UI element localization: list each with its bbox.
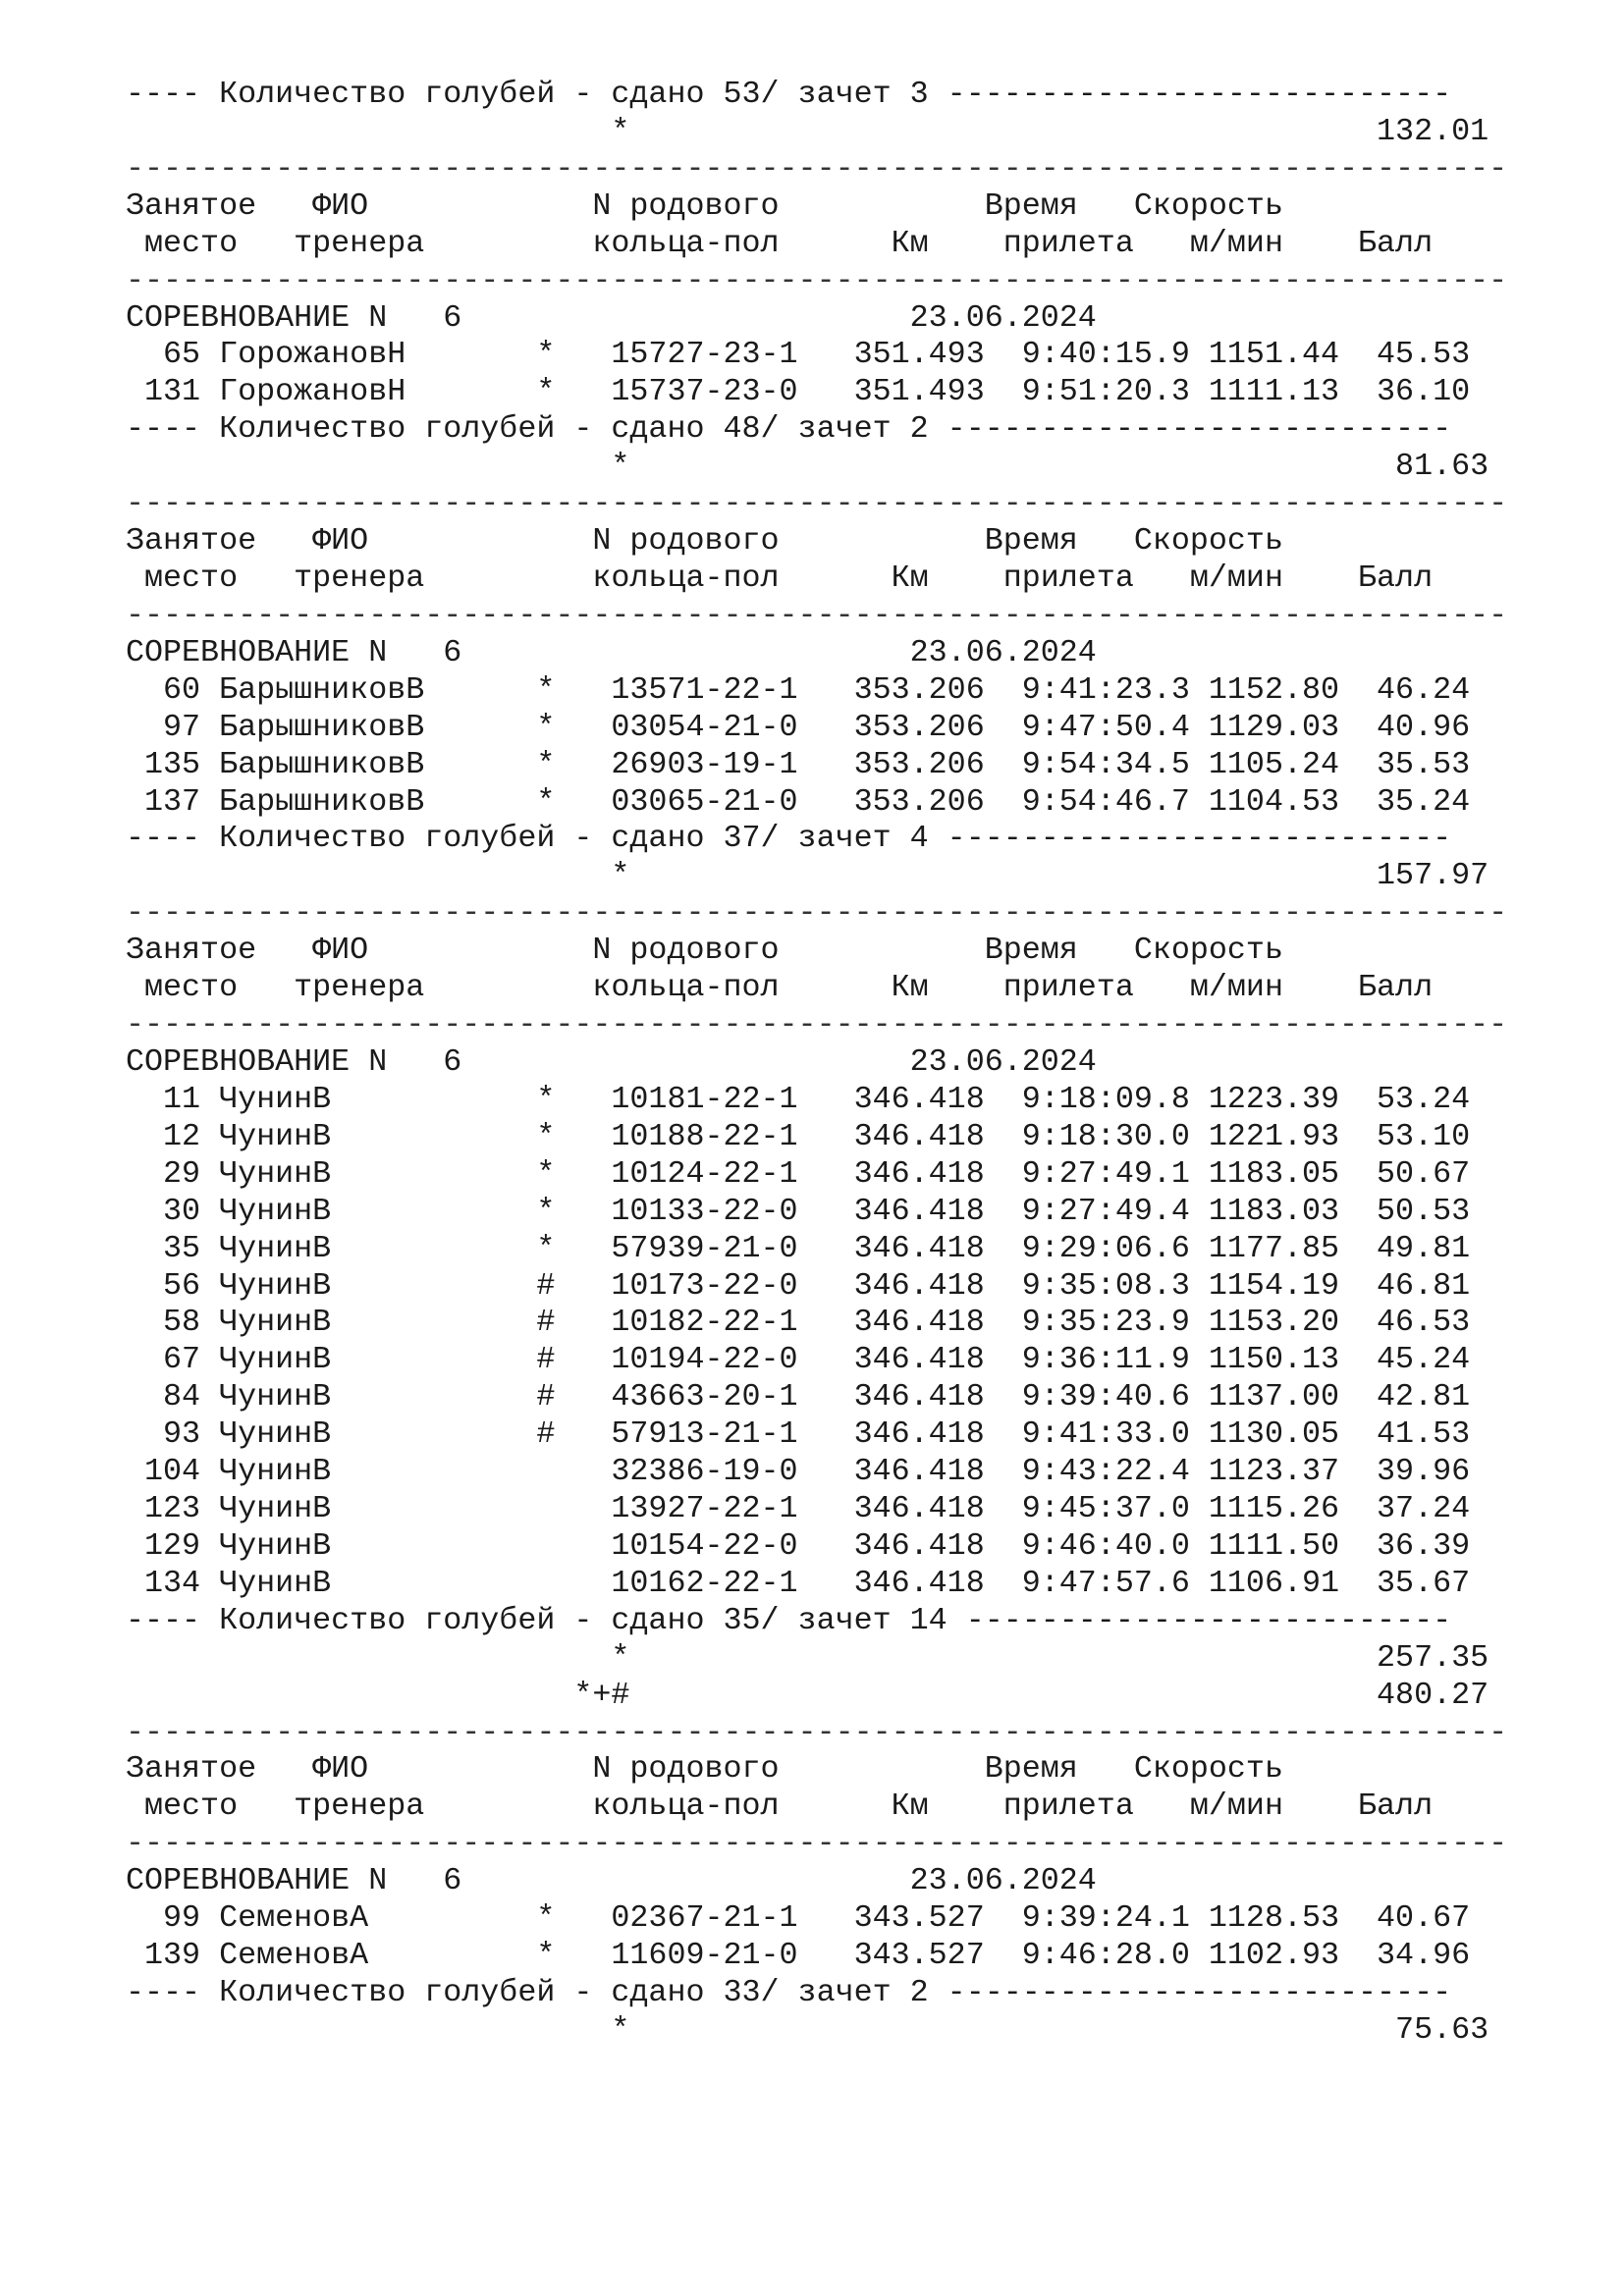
- separator-line: --------------------------------------------------------------------------: [126, 1007, 1508, 1043]
- separator-line: --------------------------------------------------------------------------: [126, 1826, 1508, 1862]
- separator-line: --------------------------------------------------------------------------: [126, 895, 1508, 932]
- column-header-line-1: Занятое ФИО N родового Время Скорость: [126, 933, 1283, 969]
- result-row: 137 БарышниковВ * 03065-21-0 353.206 9:54:46.7 1104.53 35.24: [126, 783, 1471, 820]
- result-row: 84 ЧунинВ # 43663-20-1 346.418 9:39:40.6 1137.00 42.81: [126, 1379, 1471, 1415]
- result-row: 135 БарышниковВ * 26903-19-1 353.206 9:54:34.5 1105.24 35.53: [126, 746, 1471, 782]
- result-row: 104 ЧунинВ 32386-19-0 346.418 9:43:22.4 1123.37 39.96: [126, 1454, 1471, 1490]
- summary-line: ---- Количество голубей - сдано 33/ зачет 2 ---------------------------: [126, 1975, 1452, 2011]
- column-header-line-2: место тренера кольца-пол Км прилета м/мин Балл: [126, 225, 1434, 261]
- result-row: 12 ЧунинВ * 10188-22-1 346.418 9:18:30.0 1221.93 53.10: [126, 1118, 1471, 1154]
- result-row: 99 СеменовА * 02367-21-1 343.527 9:39:24.1 1128.53 40.67: [126, 1900, 1471, 1937]
- separator-line: --------------------------------------------------------------------------: [126, 150, 1508, 187]
- result-row: 131 ГорожановН * 15737-23-0 351.493 9:51:20.3 1111.13 36.10: [126, 374, 1471, 410]
- total-line: * 81.63: [126, 449, 1489, 485]
- separator-line: --------------------------------------------------------------------------: [126, 597, 1508, 633]
- competition-title: СОРЕВНОВАНИЕ N 6 23.06.2024: [126, 299, 1097, 336]
- summary-line: ---- Количество голубей - сдано 37/ зачет 4 ---------------------------: [126, 821, 1452, 857]
- competition-title: СОРЕВНОВАНИЕ N 6 23.06.2024: [126, 1043, 1097, 1080]
- total-line: *+# 480.27: [126, 1677, 1489, 1713]
- result-row: 58 ЧунинВ # 10182-22-1 346.418 9:35:23.9 1153.20 46.53: [126, 1305, 1471, 1341]
- results-document: [126, 77, 1559, 2050]
- result-row: 67 ЧунинВ # 10194-22-0 346.418 9:36:11.9 1150.13 45.24: [126, 1342, 1471, 1378]
- separator-line: --------------------------------------------------------------------------: [126, 486, 1508, 522]
- result-row: 123 ЧунинВ 13927-22-1 346.418 9:45:37.0 1115.26 37.24: [126, 1491, 1471, 1527]
- column-header-line-1: Занятое ФИО N родового Время Скорость: [126, 523, 1283, 560]
- result-row: 56 ЧунинВ # 10173-22-0 346.418 9:35:08.3 1154.19 46.81: [126, 1267, 1471, 1304]
- competition-title: СОРЕВНОВАНИЕ N 6 23.06.2024: [126, 634, 1097, 670]
- result-row: 11 ЧунинВ * 10181-22-1 346.418 9:18:09.8 1223.39 53.24: [126, 1081, 1471, 1117]
- competition-title: СОРЕВНОВАНИЕ N 6 23.06.2024: [126, 1863, 1097, 1899]
- result-row: 30 ЧунинВ * 10133-22-0 346.418 9:27:49.4 1183.03 50.53: [126, 1193, 1471, 1229]
- summary-line: ---- Количество голубей - сдано 48/ зачет 2 ---------------------------: [126, 411, 1452, 448]
- column-header-line-1: Занятое ФИО N родового Время Скорость: [126, 187, 1283, 224]
- total-line: * 132.01: [126, 113, 1489, 149]
- result-row: 35 ЧунинВ * 57939-21-0 346.418 9:29:06.6 1177.85 49.81: [126, 1230, 1471, 1266]
- result-row: 139 СеменовА * 11609-21-0 343.527 9:46:28.0 1102.93 34.96: [126, 1938, 1471, 1974]
- summary-line: ---- Количество голубей - сдано 53/ зачет 3 ---------------------------: [126, 77, 1452, 112]
- column-header-line-1: Занятое ФИО N родового Время Скорость: [126, 1751, 1283, 1788]
- column-header-line-2: место тренера кольца-пол Км прилета м/мин Балл: [126, 1789, 1434, 1825]
- summary-line: ---- Количество голубей - сдано 35/ зачет 14 --------------------------: [126, 1602, 1452, 1638]
- column-header-line-2: место тренера кольца-пол Км прилета м/мин Балл: [126, 970, 1434, 1006]
- separator-line: --------------------------------------------------------------------------: [126, 1714, 1508, 1750]
- result-row: 65 ГорожановН * 15727-23-1 351.493 9:40:15.9 1151.44 45.53: [126, 337, 1471, 373]
- separator-line: --------------------------------------------------------------------------: [126, 262, 1508, 298]
- total-line: * 157.97: [126, 858, 1489, 894]
- total-line: * 75.63: [126, 2011, 1489, 2048]
- result-row: 60 БарышниковВ * 13571-22-1 353.206 9:41:23.3 1152.80 46.24: [126, 671, 1471, 708]
- total-line: * 257.35: [126, 1639, 1489, 1676]
- result-row: 29 ЧунинВ * 10124-22-1 346.418 9:27:49.1 1183.05 50.67: [126, 1155, 1471, 1192]
- result-row: 129 ЧунинВ 10154-22-0 346.418 9:46:40.0 1111.50 36.39: [126, 1527, 1471, 1564]
- result-row: 97 БарышниковВ * 03054-21-0 353.206 9:47:50.4 1129.03 40.96: [126, 709, 1471, 745]
- result-row: 134 ЧунинВ 10162-22-1 346.418 9:47:57.6 1106.91 35.67: [126, 1565, 1471, 1601]
- column-header-line-2: место тренера кольца-пол Км прилета м/мин Балл: [126, 560, 1434, 596]
- result-row: 93 ЧунинВ # 57913-21-1 346.418 9:41:33.0 1130.05 41.53: [126, 1416, 1471, 1453]
